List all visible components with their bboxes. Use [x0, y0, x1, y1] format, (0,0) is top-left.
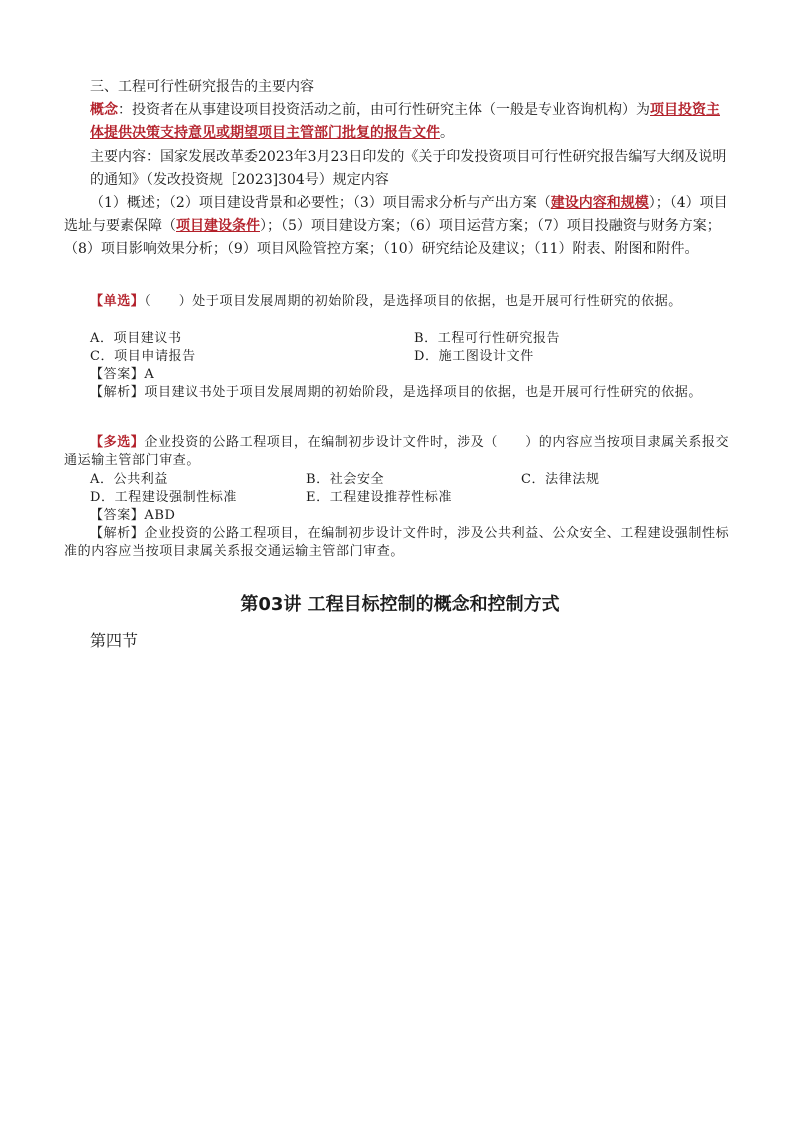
question-2-option-b: B．社会安全	[306, 472, 385, 487]
question-1-option-a: A．项目建议书	[90, 331, 182, 346]
concept-highlight: 项目投资主体提供决策支持意见或期望项目主管部门批复的报告文件	[90, 102, 720, 141]
main-content-text: 国家发展改革委2023年3月23日印发的《关于印发投资项目可行性研究报告编写大纲及说明的通知》（发改投资规［2023]304号）规定内容	[90, 149, 727, 188]
concept-text: 投资者在从事建设项目投资活动之前，由可行性研究主体（一般是专业咨询机构）为	[132, 102, 650, 118]
section-heading	[90, 76, 730, 99]
content-items-highlight-2: 项目建设条件	[176, 218, 260, 234]
content-items-c: ）；（5）项目建设方案；（6）项目运营方案；（7）项目投融资与财务方案；（8）项目影响效果分析；（9）项目风险管控方案；（10）研究结论及建议；（11）附表、附图和附件。	[64, 218, 721, 257]
question-2-stem	[64, 434, 730, 470]
question-1-option-b: B．工程可行性研究报告	[414, 331, 561, 346]
question-1-option-d: D．施工图设计文件	[414, 349, 534, 364]
question-1-stem	[64, 293, 730, 311]
main-content-paragraph	[90, 146, 730, 192]
content-items-b: ）；（4）项目选址与要素保障（	[64, 195, 728, 234]
section-heading-text: 三、工程可行性研究报告的主要内容	[90, 79, 314, 95]
question-2-text: 企业投资的公路工程项目，在编制初步设计文件时，涉及（ ）的内容应当按项目隶属关系报交通运输主管部门审查。	[64, 435, 730, 468]
question-1-text: （ ）处于项目发展周期的初始阶段，是选择项目的依据，也是开展可行性研究的依据。	[144, 294, 682, 309]
question-1-analysis: 【解析】项目建议书处于项目发展周期的初始阶段，是选择项目的依据，也是开展可行性研究的依据。	[90, 385, 703, 400]
question-2-option-c: C．法律法规	[521, 472, 600, 487]
question-2-option-d: D．工程建设强制性标准	[90, 490, 238, 505]
question-2-option-a: A．公共利益	[90, 472, 168, 487]
question-1-option-c: C．项目申请报告	[90, 349, 196, 364]
concept-end: 。	[440, 125, 454, 141]
main-content-label: 主要内容：	[90, 149, 160, 165]
content-items-highlight-1: 建设内容和规模	[550, 195, 649, 211]
lecture-title: 第03讲 工程目标控制的概念和控制方式	[240, 594, 560, 615]
content-items-a: （1）概述；（2）项目建设背景和必要性；（3）项目需求分析与产出方案（	[90, 195, 551, 211]
concept-paragraph	[90, 99, 730, 145]
question-2-option-e: E．工程建设推荐性标准	[306, 490, 453, 505]
question-1-answer: 【答案】A	[90, 367, 155, 382]
question-2-answer: 【答案】ABD	[90, 508, 176, 523]
section-label: 第四节	[90, 631, 139, 650]
content-items-paragraph	[64, 192, 730, 261]
question-2-analysis: 【解析】企业投资的公路工程项目，在编制初步设计文件时，涉及公共利益、公众安全、工程建设强制性标准的内容应当按项目隶属关系报交通运输主管部门审查。	[64, 526, 730, 559]
question-1-tag: 【单选】	[90, 294, 145, 309]
question-2-tag: 【多选】	[90, 435, 145, 450]
concept-label: 概念	[90, 102, 118, 118]
concept-colon: ：	[118, 102, 132, 118]
